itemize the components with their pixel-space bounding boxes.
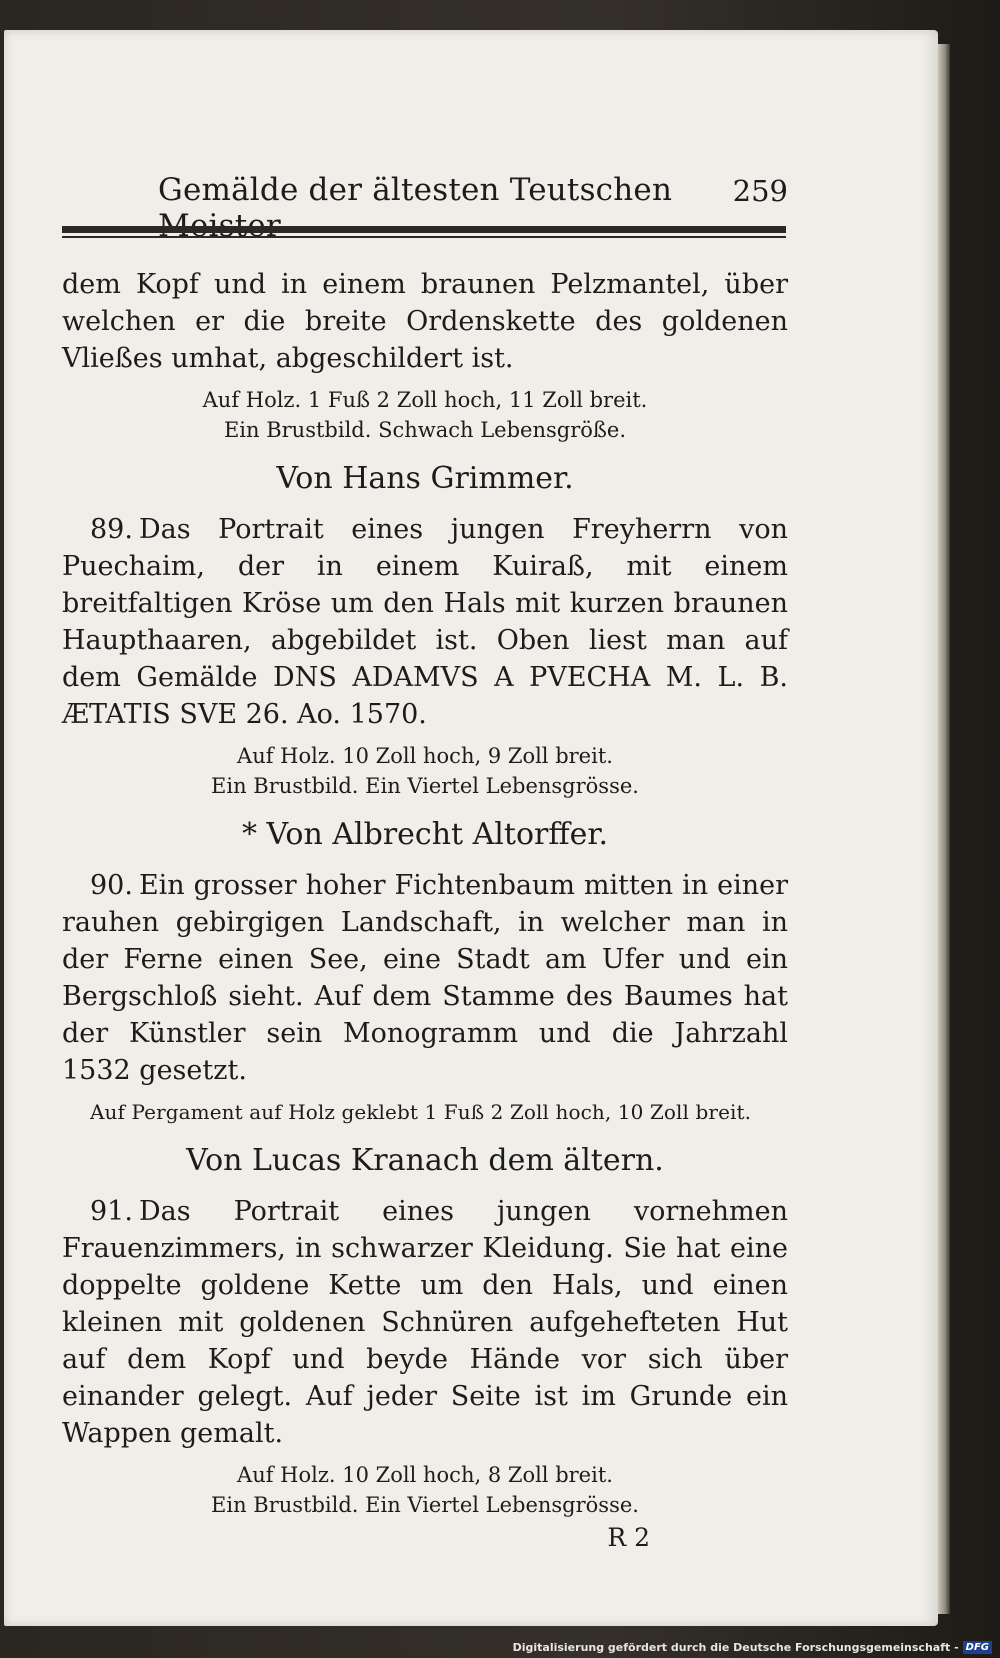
- book-page: [4, 30, 938, 1626]
- entry-text-90: Ein grosser hoher Fichtenbaum mitten in einer rauhen gebirgigen Landschaft, in welcher man in der Ferne einen See, eine Stadt am Ufer und ein Bergschloß sieht. Auf dem Stamme des Baumes hat der Künstler sein Monogramm und die Jahrzahl 1532 gesetzt.: [62, 870, 788, 1086]
- running-title: Gemälde der ältesten Teutschen: [158, 172, 673, 208]
- entry-89-meta-1: Auf Holz. 10 Zoll hoch, 9 Zoll breit.: [237, 744, 613, 768]
- entry-number-89: 89.: [90, 514, 133, 545]
- running-head: [62, 168, 786, 216]
- catchword: R 2: [607, 1523, 650, 1552]
- entry-number-91: 91.: [90, 1196, 133, 1227]
- continuation-meta-1: Auf Holz. 1 Fuß 2 Zoll hoch, 11 Zoll breit.: [202, 388, 648, 412]
- page-body: [62, 266, 788, 1554]
- digitization-credit: [513, 1641, 992, 1655]
- entry-91-meta-2: Ein Brustbild. Ein Viertel Lebensgrösse.: [211, 1493, 639, 1517]
- entry-89: [62, 511, 788, 733]
- page-number: 259: [732, 174, 788, 208]
- entry-89-meta-2: Ein Brustbild. Ein Viertel Lebensgrösse.: [211, 774, 639, 798]
- continuation-meta-2: Ein Brustbild. Schwach Lebensgröße.: [223, 418, 627, 442]
- header-rule-thin: [62, 236, 786, 238]
- section-heading-kranach: Von Lucas Kranach dem ältern.: [186, 1143, 664, 1178]
- section-heading-altorffer: * Von Albrecht Altorffer.: [241, 817, 608, 852]
- entry-text-89: Das Portrait eines jungen Freyherrn von Puechaim, der in einem Kuiraß, mit einem breitfaltigen Kröse um den Hals mit kurzen braunen Haupthaaren, abgebildet ist. Oben liest man auf dem Gemälde DNS ADAMVS A PVECHA M. L. B. ÆTATIS SVE 26. Ao. 1570.: [62, 514, 788, 730]
- header-rule-thick: [62, 226, 786, 233]
- credit-text: Digitalisierung gefördert durch die Deutsche Forschungsgemeinschaft -: [512, 1640, 959, 1654]
- entry-number-90: 90.: [90, 870, 133, 901]
- continuation-text: dem Kopf und in einem braunen Pelzmantel, über welchen er die breite Ordenskette des goldenen Vließes umhat, abgeschildert ist.: [62, 269, 788, 374]
- section-heading-grimmer: Von Hans Grimmer.: [276, 461, 574, 496]
- dfg-logo: DFG: [963, 1641, 992, 1654]
- page-edge: [938, 44, 950, 1614]
- entry-90-meta-1: Auf Pergament auf Holz geklebt 1 Fuß 2 Zoll hoch, 10 Zoll breit.: [90, 1100, 752, 1124]
- entry-91-meta-1: Auf Holz. 10 Zoll hoch, 8 Zoll breit.: [237, 1463, 613, 1487]
- entry-90: [62, 867, 788, 1089]
- entry-text-91: Das Portrait eines jungen vornehmen Frauenzimmers, in schwarzer Kleidung. Sie hat eine doppelte goldene Kette um den Hals, und einen kleinen mit goldenen Schnüren aufgehefteten Hut auf dem Kopf und beyde Hände vor sich über einander gelegt. Auf jeder Seite ist im Grunde ein Wappen gemalt.: [62, 1196, 788, 1449]
- entry-91: [62, 1193, 788, 1452]
